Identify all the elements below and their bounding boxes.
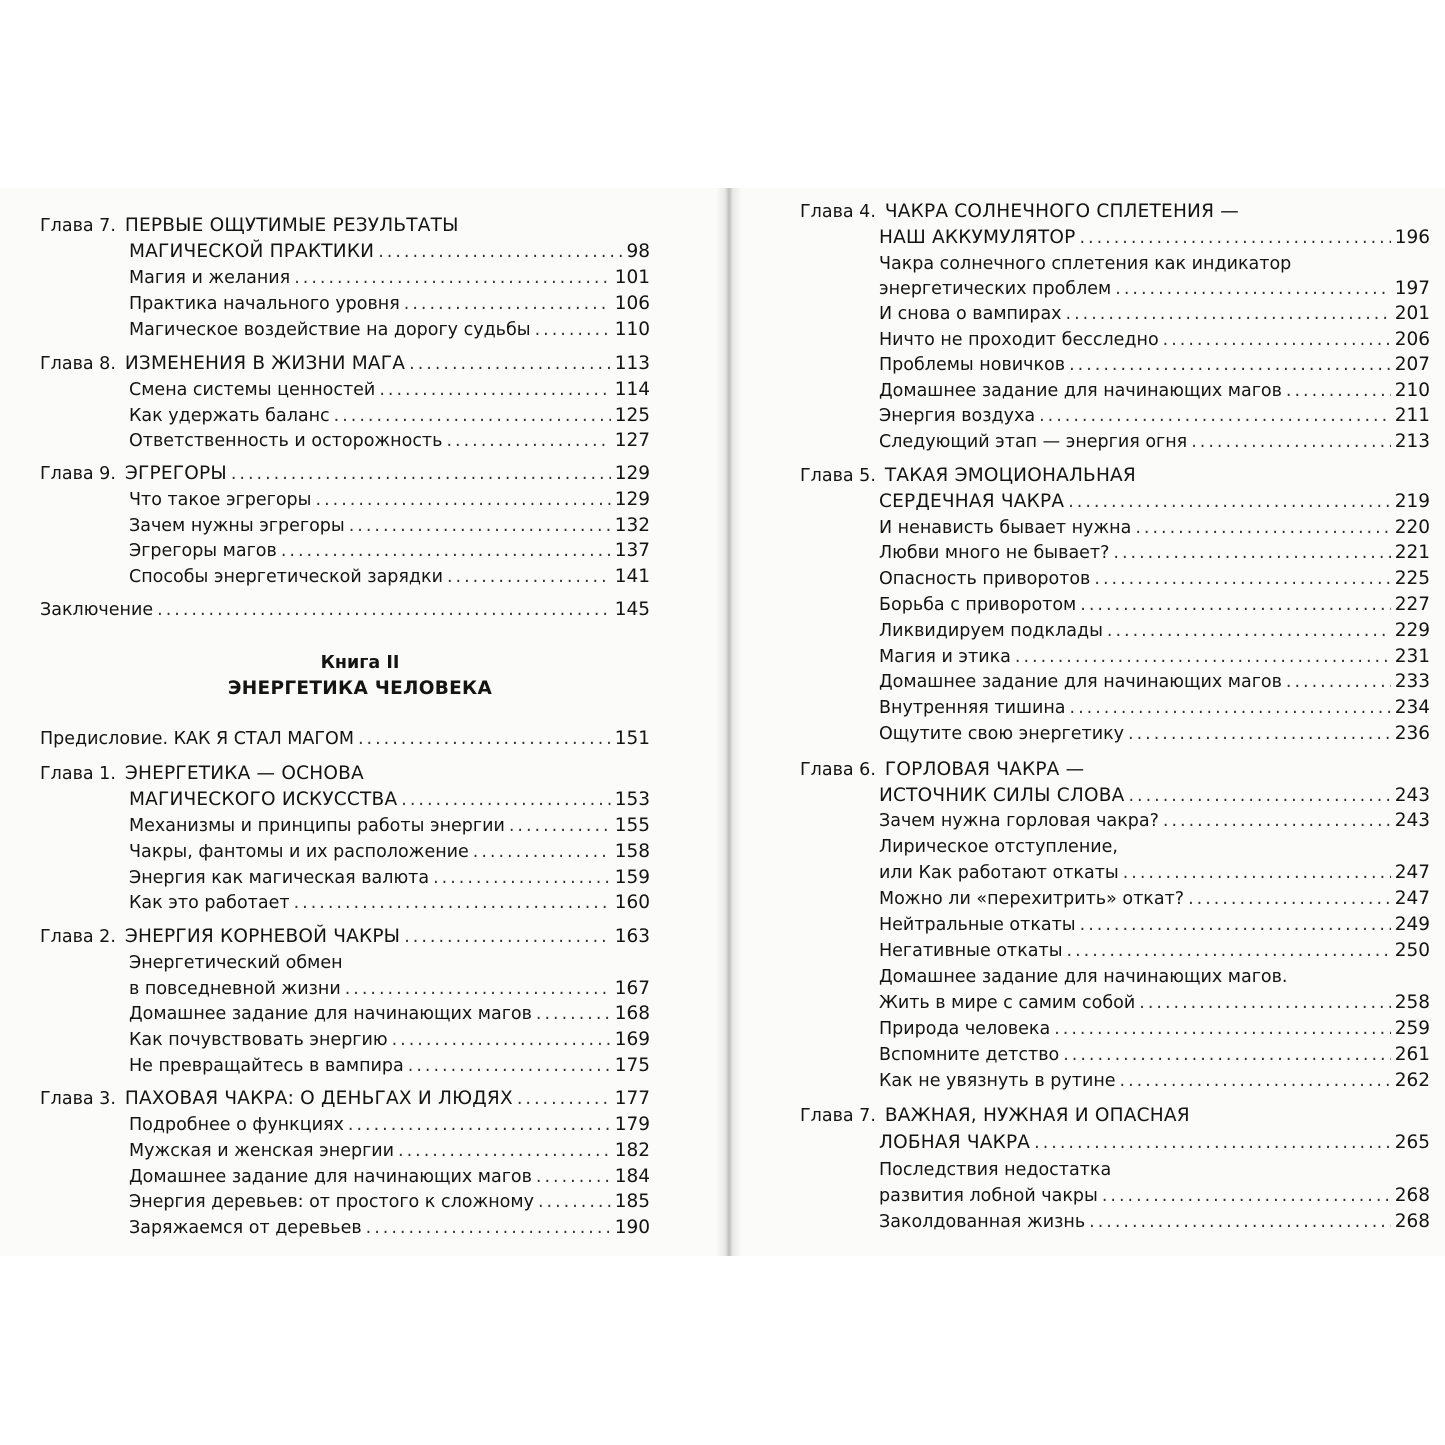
dot-leader	[281, 539, 611, 563]
toc-entry	[879, 784, 1430, 808]
toc-entry: Зачем нужны эгрегоры ..... 132	[129, 514, 650, 538]
dot-leader	[1089, 1210, 1391, 1234]
page-number: 207	[1394, 354, 1430, 375]
page-number: 153	[614, 789, 650, 810]
toc-entry: Ничто не проходит бесследно ..... 206	[879, 328, 1430, 352]
page-number: 145	[614, 599, 650, 620]
dot-leader	[334, 404, 611, 428]
chapter-title: ЛОБНАЯ ЧАКРА	[879, 1132, 1031, 1153]
dot-leader	[1069, 353, 1391, 377]
toc-entry: Жить в мире с самим собой ..... 258	[879, 991, 1430, 1015]
dot-leader	[345, 977, 611, 1001]
dot-leader	[1163, 328, 1391, 352]
toc-entry: Практика начального уровня ..... 106	[129, 292, 650, 316]
page-number: 127	[614, 430, 650, 451]
toc-entry: Ответственность и осторожность ..... 127	[129, 429, 650, 453]
dot-leader	[1094, 567, 1390, 591]
toc-chapter-heading	[40, 1087, 650, 1111]
toc-entry: Негативные откаты ..... 250	[879, 939, 1430, 963]
dot-leader	[1286, 670, 1391, 694]
dot-leader	[538, 1190, 611, 1214]
page-number: 185	[614, 1191, 650, 1212]
page-number: 213	[1394, 431, 1430, 452]
page-number: 259	[1394, 1018, 1430, 1039]
toc-entry: Вспомните детство ..... 261	[879, 1043, 1430, 1067]
toc-entry: Мужская и женская энергии ..... 182	[129, 1139, 650, 1163]
toc-entry: Заключение ..... 145	[40, 598, 650, 622]
book-spread	[0, 188, 1445, 1256]
page-number: 268	[1394, 1185, 1430, 1206]
page-number: 184	[614, 1166, 650, 1187]
toc-entry	[879, 490, 1430, 514]
chapter-title: ПАХОВАЯ ЧАКРА: О ДЕНЬГАХ И ЛЮДЯХ	[124, 1088, 513, 1109]
page-number: 229	[1394, 620, 1430, 641]
page-number: 243	[1394, 785, 1430, 806]
page-number: 158	[614, 841, 650, 862]
toc-chapter-heading	[40, 925, 650, 949]
toc-entry: Что такое эгрегоры ..... 129	[129, 488, 650, 512]
chapter-title: МАГИЧЕСКОЙ ПРАКТИКИ	[129, 241, 375, 262]
dot-leader	[1107, 619, 1391, 643]
dot-leader	[1128, 784, 1390, 808]
toc-entry: Домашнее задание для начинающих магов ..... 168	[129, 1002, 650, 1026]
toc-entry: Заряжаемся от деревьев ..... 190	[129, 1216, 650, 1240]
toc-entry: Ощутите свою энергетику ..... 236	[879, 722, 1430, 746]
dot-leader	[294, 891, 611, 915]
page-number: 113	[614, 353, 650, 374]
chapter-label: Глава 6.	[800, 760, 876, 780]
toc-entry: Природа человека ..... 259	[879, 1017, 1430, 1041]
toc-entry: Как почувствовать энергию ..... 169	[129, 1028, 650, 1052]
book-gutter	[716, 188, 742, 1256]
chapter-label: Глава 4.	[800, 202, 876, 222]
page-number: 168	[614, 1003, 650, 1024]
toc-entry: Энергия воздуха ..... 211	[879, 404, 1430, 428]
chapter-title: ИЗМЕНЕНИЯ В ЖИЗНИ МАГА	[124, 353, 406, 374]
chapter-title: ВАЖНАЯ, НУЖНАЯ И ОПАСНАЯ	[884, 1105, 1190, 1126]
dot-leader	[294, 266, 610, 290]
right-page	[742, 188, 1445, 1256]
chapter-title: ИСТОЧНИК СИЛЫ СЛОВА	[879, 785, 1125, 806]
chapter-title: ТАКАЯ ЭМОЦИОНАЛЬНАЯ	[884, 465, 1136, 486]
dot-leader	[398, 1139, 611, 1163]
toc-entry: Подробнее о функциях ..... 179	[129, 1113, 650, 1137]
page-number: 247	[1394, 862, 1430, 883]
dot-leader	[1102, 1184, 1391, 1208]
chapter-title: НАШ АККУМУЛЯТОР	[879, 227, 1076, 248]
dot-leader	[1070, 696, 1391, 720]
chapter-label: Глава 1.	[40, 764, 116, 784]
page-number: 137	[614, 540, 650, 561]
dot-leader	[1079, 226, 1390, 250]
page-number: 167	[614, 978, 650, 999]
page-number: 129	[614, 489, 650, 510]
dot-leader	[447, 565, 611, 589]
page-number: 247	[1394, 888, 1430, 909]
page-number: 160	[614, 892, 650, 913]
page-number: 197	[1394, 278, 1430, 299]
page-number: 155	[614, 815, 650, 836]
page-number: 179	[614, 1114, 650, 1135]
page-number: 125	[614, 405, 650, 426]
page-number: 175	[614, 1055, 650, 1076]
page-number: 250	[1394, 940, 1430, 961]
page-number: 210	[1394, 380, 1430, 401]
dot-leader	[1191, 430, 1390, 454]
toc-entry: Как не увязнуть в рутине ..... 262	[879, 1069, 1430, 1093]
dot-leader	[1128, 722, 1391, 746]
page-number: 211	[1394, 405, 1430, 426]
page-number: 243	[1394, 810, 1430, 831]
dot-leader	[348, 1113, 611, 1137]
dot-leader	[316, 488, 611, 512]
page-number: 258	[1394, 992, 1430, 1013]
page-number: 114	[614, 379, 650, 400]
toc-entry: Магия и желания ..... 101	[129, 266, 650, 290]
page-number: 227	[1394, 594, 1430, 615]
page-number: 177	[614, 1088, 650, 1109]
dot-leader	[404, 925, 610, 949]
dot-leader	[231, 462, 611, 486]
chapter-title: ЧАКРА СОЛНЕЧНОГО СПЛЕТЕНИЯ —	[884, 201, 1239, 222]
book-title: ЭНЕРГЕТИКА ЧЕЛОВЕКА	[227, 678, 493, 699]
toc-entry: Борьба с приворотом ..... 227	[879, 593, 1430, 617]
page-number: 98	[626, 241, 650, 262]
page-number: 206	[1394, 329, 1430, 350]
dot-leader	[404, 292, 611, 316]
toc-chapter-heading	[800, 758, 1430, 782]
toc-entry: Домашнее задание для начинающих магов.	[879, 967, 1288, 987]
dot-leader	[535, 318, 611, 342]
page-number: 132	[614, 515, 650, 536]
toc-entry	[879, 226, 1430, 250]
page-number: 231	[1394, 646, 1430, 667]
toc-chapter-heading	[40, 352, 650, 376]
page-number: 190	[614, 1217, 650, 1238]
toc-entry: Следующий этап — энергия огня ..... 213	[879, 430, 1430, 454]
toc-entry: Энергетический обмен	[129, 953, 343, 973]
dot-leader	[401, 788, 610, 812]
chapter-title: МАГИЧЕСКОГО ИСКУССТВА	[129, 789, 398, 810]
toc-entry: Механизмы и принципы работы энергии ..... 155	[129, 814, 650, 838]
chapter-label: Глава 5.	[800, 466, 876, 486]
chapter-label: Глава 7.	[40, 216, 116, 236]
chapter-title: ПЕРВЫЕ ОЩУТИМЫЕ РЕЗУЛЬТАТЫ	[124, 215, 459, 236]
dot-leader	[366, 1216, 611, 1240]
page-number: 233	[1394, 671, 1430, 692]
dot-leader	[1039, 404, 1391, 428]
toc-entry: Как это работает ..... 160	[129, 891, 650, 915]
dot-leader	[517, 1087, 611, 1111]
dot-leader	[1054, 1017, 1390, 1041]
chapter-label: Глава 3.	[40, 1089, 116, 1109]
page-number: 182	[614, 1140, 650, 1161]
toc-entry: Опасность приворотов ..... 225	[879, 567, 1430, 591]
dot-leader	[1163, 809, 1391, 833]
page-number: 129	[614, 463, 650, 484]
toc-entry: Смена системы ценностей ..... 114	[129, 378, 650, 402]
dot-leader	[1139, 991, 1390, 1015]
dot-leader	[1123, 861, 1391, 885]
page-number: 106	[614, 293, 650, 314]
toc-entry: Лирическое отступление,	[879, 837, 1118, 857]
toc-chapter-heading	[40, 462, 650, 486]
page-number: 249	[1394, 914, 1430, 935]
toc-chapter-heading	[40, 762, 650, 786]
page-number: 196	[1394, 227, 1430, 248]
toc-entry: развития лобной чакры ..... 268	[879, 1184, 1430, 1208]
toc-entry: Чакра солнечного сплетения как индикатор	[879, 254, 1292, 274]
dot-leader	[1015, 645, 1391, 669]
page-number: 163	[614, 926, 650, 947]
page-number: 234	[1394, 697, 1430, 718]
dot-leader	[1188, 887, 1391, 911]
toc-entry: Не превращайтесь в вампира ..... 175	[129, 1054, 650, 1078]
dot-leader	[433, 866, 611, 890]
chapter-label: Глава 7.	[800, 1106, 876, 1126]
chapter-title: ЭНЕРГИЯ КОРНЕВОЙ ЧАКРЫ	[124, 926, 401, 947]
dot-leader	[446, 429, 610, 453]
toc-entry: Любви много не бывает? ..... 221	[879, 541, 1430, 565]
toc-entry: И снова о вампирах ..... 201	[879, 302, 1430, 326]
toc-entry: Предисловие. КАК Я СТАЛ МАГОМ ..... 151	[40, 727, 650, 751]
dot-leader	[157, 598, 611, 622]
toc-entry: Магия и этика ..... 231	[879, 645, 1430, 669]
toc-entry: Проблемы новичков ..... 207	[879, 353, 1430, 377]
toc-chapter-heading	[800, 200, 1430, 224]
toc-entry	[129, 240, 650, 264]
toc-entry: Способы энергетической зарядки ..... 141	[129, 565, 650, 589]
toc-entry: И ненависть бывает нужна ..... 220	[879, 516, 1430, 540]
dot-leader	[409, 352, 611, 376]
toc-chapter-heading	[800, 464, 1430, 488]
page-number: 101	[614, 267, 650, 288]
page-number: 265	[1394, 1132, 1430, 1153]
dot-leader	[1080, 593, 1390, 617]
page-number: 221	[1394, 542, 1430, 563]
chapter-label: Глава 9.	[40, 464, 116, 484]
toc-chapter-heading	[40, 214, 650, 238]
toc-entry: Как удержать баланс ..... 125	[129, 404, 650, 428]
toc-entry: энергетических проблем ..... 197	[879, 277, 1430, 301]
dot-leader	[1080, 913, 1391, 937]
toc-entry: Домашнее задание для начинающих магов ..... 210	[879, 379, 1430, 403]
toc-entry: Магическое воздействие на дорогу судьбы ..... 110	[129, 318, 650, 342]
toc-entry: или Как работают откаты ..... 247	[879, 861, 1430, 885]
dot-leader	[1120, 1069, 1391, 1093]
page-number: 236	[1394, 723, 1430, 744]
page-number: 169	[614, 1029, 650, 1050]
toc-entry: Внутренняя тишина ..... 234	[879, 696, 1430, 720]
toc-entry: Энергия как магическая валюта ..... 159	[129, 866, 650, 890]
toc-entry: Заколдованная жизнь ..... 268	[879, 1210, 1430, 1234]
toc-entry	[129, 788, 650, 812]
dot-leader	[358, 727, 611, 751]
dot-leader	[1067, 939, 1391, 963]
chapter-title: ГОРЛОВАЯ ЧАКРА —	[884, 759, 1085, 780]
page-number: 110	[614, 319, 650, 340]
dot-leader	[536, 1165, 611, 1189]
dot-leader	[1113, 541, 1390, 565]
toc-entry: Ликвидируем подклады ..... 229	[879, 619, 1430, 643]
toc-entry: Зачем нужна горловая чакра? ..... 243	[879, 809, 1430, 833]
dot-leader	[473, 840, 611, 864]
dot-leader	[536, 1002, 611, 1026]
dot-leader	[1034, 1131, 1391, 1155]
chapter-label: Глава 8.	[40, 354, 116, 374]
toc-entry: Можно ли «перехитрить» откат? ..... 247	[879, 887, 1430, 911]
chapter-title: ЭГРЕГОРЫ	[124, 463, 227, 484]
chapter-title: ЭНЕРГЕТИКА — ОСНОВА	[124, 763, 364, 784]
book-label: Книга II	[320, 653, 400, 673]
dot-leader	[1135, 516, 1390, 540]
dot-leader	[1115, 277, 1390, 301]
page-number: 201	[1394, 303, 1430, 324]
toc-entry: Домашнее задание для начинающих магов ..... 184	[129, 1165, 650, 1189]
toc-chapter-heading	[800, 1104, 1430, 1128]
page-number: 159	[614, 867, 650, 888]
toc-entry: Чакры, фантомы и их расположение ..... 158	[129, 840, 650, 864]
dot-leader	[1286, 379, 1391, 403]
dot-leader	[379, 378, 610, 402]
toc-entry: Энергия деревьев: от простого к сложному ..... 185	[129, 1190, 650, 1214]
page-number: 219	[1394, 491, 1430, 512]
toc-entry: в повседневной жизни ..... 167	[129, 977, 650, 1001]
dot-leader	[392, 1028, 611, 1052]
page-number: 220	[1394, 517, 1430, 538]
toc-entry: Последствия недостатка	[879, 1160, 1112, 1180]
toc-entry: Нейтральные откаты ..... 249	[879, 913, 1430, 937]
chapter-label: Глава 2.	[40, 927, 116, 947]
toc-entry	[879, 1131, 1430, 1155]
dot-leader	[509, 814, 611, 838]
page-number: 141	[614, 566, 650, 587]
dot-leader	[349, 514, 611, 538]
dot-leader	[1063, 1043, 1390, 1067]
page-number: 225	[1394, 568, 1430, 589]
page-number: 151	[614, 728, 650, 749]
page-number: 261	[1394, 1044, 1430, 1065]
dot-leader	[378, 240, 622, 264]
dot-leader	[408, 1054, 611, 1078]
page-number: 262	[1394, 1070, 1430, 1091]
toc-entry: Эгрегоры магов ..... 137	[129, 539, 650, 563]
dot-leader	[1066, 302, 1391, 326]
chapter-title: СЕРДЕЧНАЯ ЧАКРА	[879, 491, 1065, 512]
left-page	[0, 188, 716, 1256]
page-number: 268	[1394, 1211, 1430, 1232]
toc-entry: Домашнее задание для начинающих магов ..... 233	[879, 670, 1430, 694]
dot-leader	[1068, 490, 1391, 514]
